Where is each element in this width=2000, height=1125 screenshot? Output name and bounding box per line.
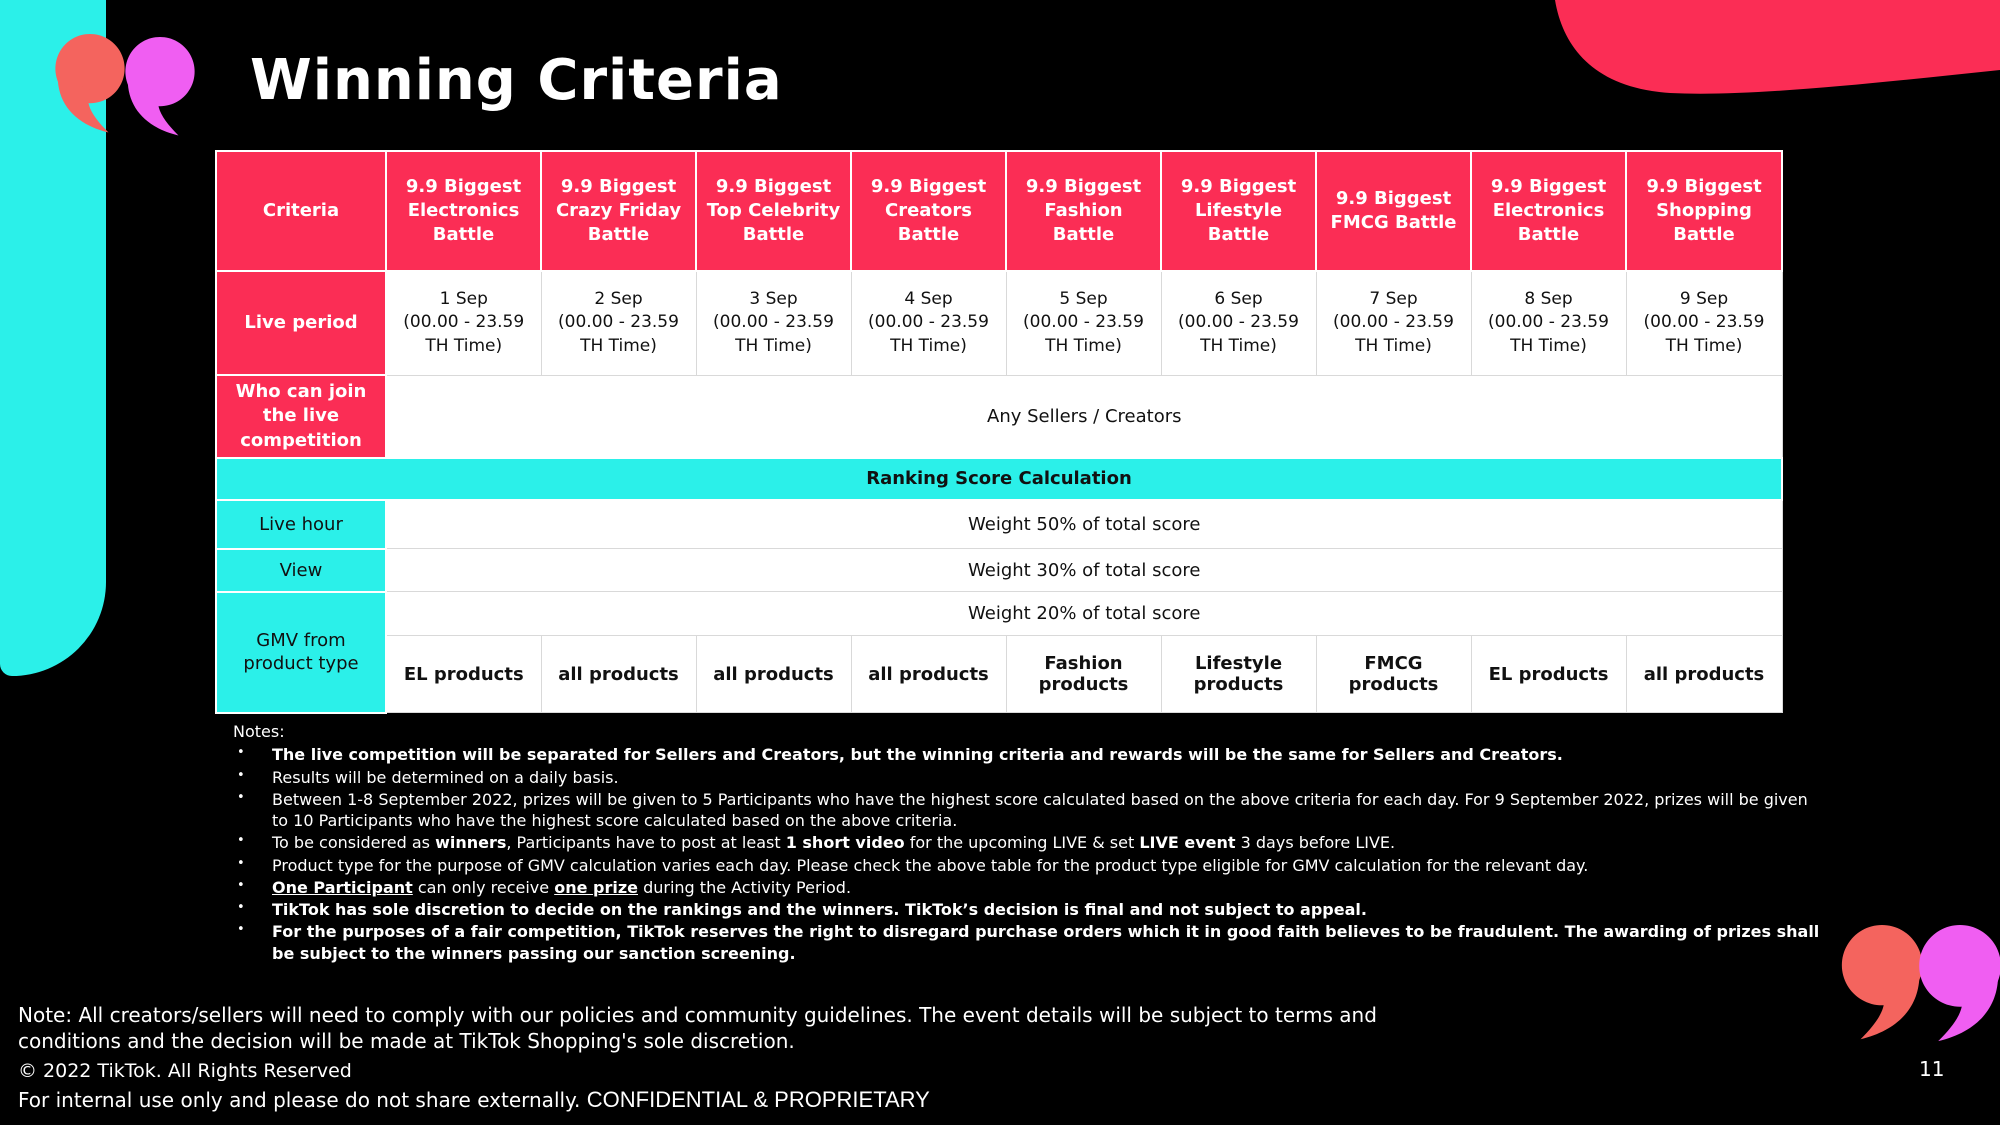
internal-use-text: For internal use only and please do not share externally.: [18, 1088, 587, 1112]
view-label-cell: View: [216, 549, 386, 592]
table-row-ranking-header: [216, 458, 1782, 500]
battle-header-cell: 9.9 Biggest Crazy Friday Battle: [541, 151, 696, 271]
notes-label: Notes:: [233, 722, 285, 741]
product-type-cell: FMCG products: [1316, 636, 1471, 713]
note-item: • TikTok has sole discretion to decide on the rankings and the winners. TikTok’s decision is final and not subject to appeal.: [237, 900, 1367, 920]
live-period-cell: 6 Sep (00.00 - 23.59 TH Time): [1161, 271, 1316, 375]
ranking-score-header-cell: Ranking Score Calculation: [216, 458, 1782, 500]
battle-header-cell: 9.9 Biggest Electronics Battle: [1471, 151, 1626, 271]
table-row-gmv-products: [216, 636, 1782, 713]
bullet-icon: •: [237, 789, 245, 805]
opening-quote-magenta-icon: [116, 37, 204, 137]
view-value-cell: Weight 30% of total score: [386, 549, 1782, 592]
top-right-swoosh-decoration: [1555, 0, 2000, 100]
bullet-icon: •: [237, 833, 245, 849]
note-item: • Product type for the purpose of GMV calculation varies each day. Please check the above table for the product type eligible for GMV calculation for the relevant day.: [237, 855, 1589, 875]
bullet-icon: •: [237, 922, 245, 938]
criteria-header-cell: Criteria: [216, 151, 386, 271]
battle-header-cell: 9.9 Biggest FMCG Battle: [1316, 151, 1471, 271]
note-item: • Results will be determined on a daily basis.: [237, 767, 619, 787]
gmv-weight-value-cell: Weight 20% of total score: [386, 592, 1782, 636]
battle-header-cell: 9.9 Biggest Lifestyle Battle: [1161, 151, 1316, 271]
notes-list: [233, 744, 1823, 964]
who-can-join-label-cell: Who can join the live competition: [216, 375, 386, 458]
product-type-cell: EL products: [386, 636, 541, 713]
product-type-cell: all products: [541, 636, 696, 713]
live-hour-value-cell: Weight 50% of total score: [386, 500, 1782, 549]
live-period-cell: 3 Sep (00.00 - 23.59 TH Time): [696, 271, 851, 375]
bullet-icon: •: [237, 855, 245, 871]
product-type-cell: all products: [851, 636, 1006, 713]
battle-header-cell: 9.9 Biggest Top Celebrity Battle: [696, 151, 851, 271]
live-period-cell: 8 Sep (00.00 - 23.59 TH Time): [1471, 271, 1626, 375]
gmv-label-cell: GMV from product type: [216, 592, 386, 713]
note-item: • Between 1-8 September 2022, prizes will be given to 5 Participants who have the highest score calculated based on the above criteria for each day. For 9 September 2022, prizes will be given to 10 Participants who have the highest score calculated based on the above criteria.: [237, 789, 1808, 831]
live-period-cell: 4 Sep (00.00 - 23.59 TH Time): [851, 271, 1006, 375]
bullet-icon: •: [237, 877, 245, 893]
who-can-join-value-cell: Any Sellers / Creators: [386, 375, 1782, 458]
note-item: • To be considered as winners, Participants have to post at least 1 short video for the upcoming LIVE & set LIVE event 3 days before LIVE.: [237, 833, 1396, 853]
bullet-icon: •: [237, 900, 245, 916]
table-row-header: [216, 151, 1782, 271]
live-period-cell: 7 Sep (00.00 - 23.59 TH Time): [1316, 271, 1471, 375]
battle-header-cell: 9.9 Biggest Creators Battle: [851, 151, 1006, 271]
table-row-gmv-weight: [216, 592, 1782, 636]
product-type-cell: all products: [696, 636, 851, 713]
live-period-cell: 1 Sep (00.00 - 23.59 TH Time): [386, 271, 541, 375]
page-title: Winning Criteria: [250, 48, 783, 113]
live-period-cell: 9 Sep (00.00 - 23.59 TH Time): [1626, 271, 1782, 375]
battle-header-cell: 9.9 Biggest Shopping Battle: [1626, 151, 1782, 271]
live-hour-label-cell: Live hour: [216, 500, 386, 549]
product-type-cell: Lifestyle products: [1161, 636, 1316, 713]
product-type-cell: EL products: [1471, 636, 1626, 713]
live-period-cell: 5 Sep (00.00 - 23.59 TH Time): [1006, 271, 1161, 375]
battle-header-cell: 9.9 Biggest Electronics Battle: [386, 151, 541, 271]
note-item: • One Participant can only receive one prize during the Activity Period.: [237, 877, 852, 897]
table-row-live-period: [216, 271, 1782, 375]
table-row-view: [216, 549, 1782, 592]
note-item: • For the purposes of a fair competition, TikTok reserves the right to disregard purchase orders which it in good faith believes to be fraudulent. The awarding of prizes shall be subject to the winners passing our sanction screening.: [237, 922, 1820, 963]
criteria-table: [215, 150, 1783, 714]
footer-confidential-line: [18, 1087, 930, 1113]
live-period-label-cell: Live period: [216, 271, 386, 375]
battle-header-cell: 9.9 Biggest Fashion Battle: [1006, 151, 1161, 271]
confidential-text: CONFIDENTIAL & PROPRIETARY: [586, 1087, 930, 1112]
bullet-icon: •: [237, 745, 245, 761]
product-type-cell: all products: [1626, 636, 1782, 713]
product-type-cell: Fashion products: [1006, 636, 1161, 713]
bullet-icon: •: [237, 767, 245, 783]
copyright-text: © 2022 TikTok. All Rights Reserved: [18, 1060, 352, 1082]
page-number: 11: [1919, 1057, 1945, 1081]
notes-section: [233, 721, 1823, 965]
live-period-cell: 2 Sep (00.00 - 23.59 TH Time): [541, 271, 696, 375]
table-row-live-hour: [216, 500, 1782, 549]
closing-quote-magenta-icon: [1914, 925, 2000, 1043]
note-item: • The live competition will be separated for Sellers and Creators, but the winning criteria and rewards will be the same for Sellers and Creators.: [237, 745, 1563, 765]
table-row-who-can-join: [216, 375, 1782, 458]
bottom-note: Note: All creators/sellers will need to comply with our policies and community guidelines. The event details will be subject to terms and conditions and the decision will be made at TikTok Shopping's sole discretion.: [18, 1003, 1377, 1053]
